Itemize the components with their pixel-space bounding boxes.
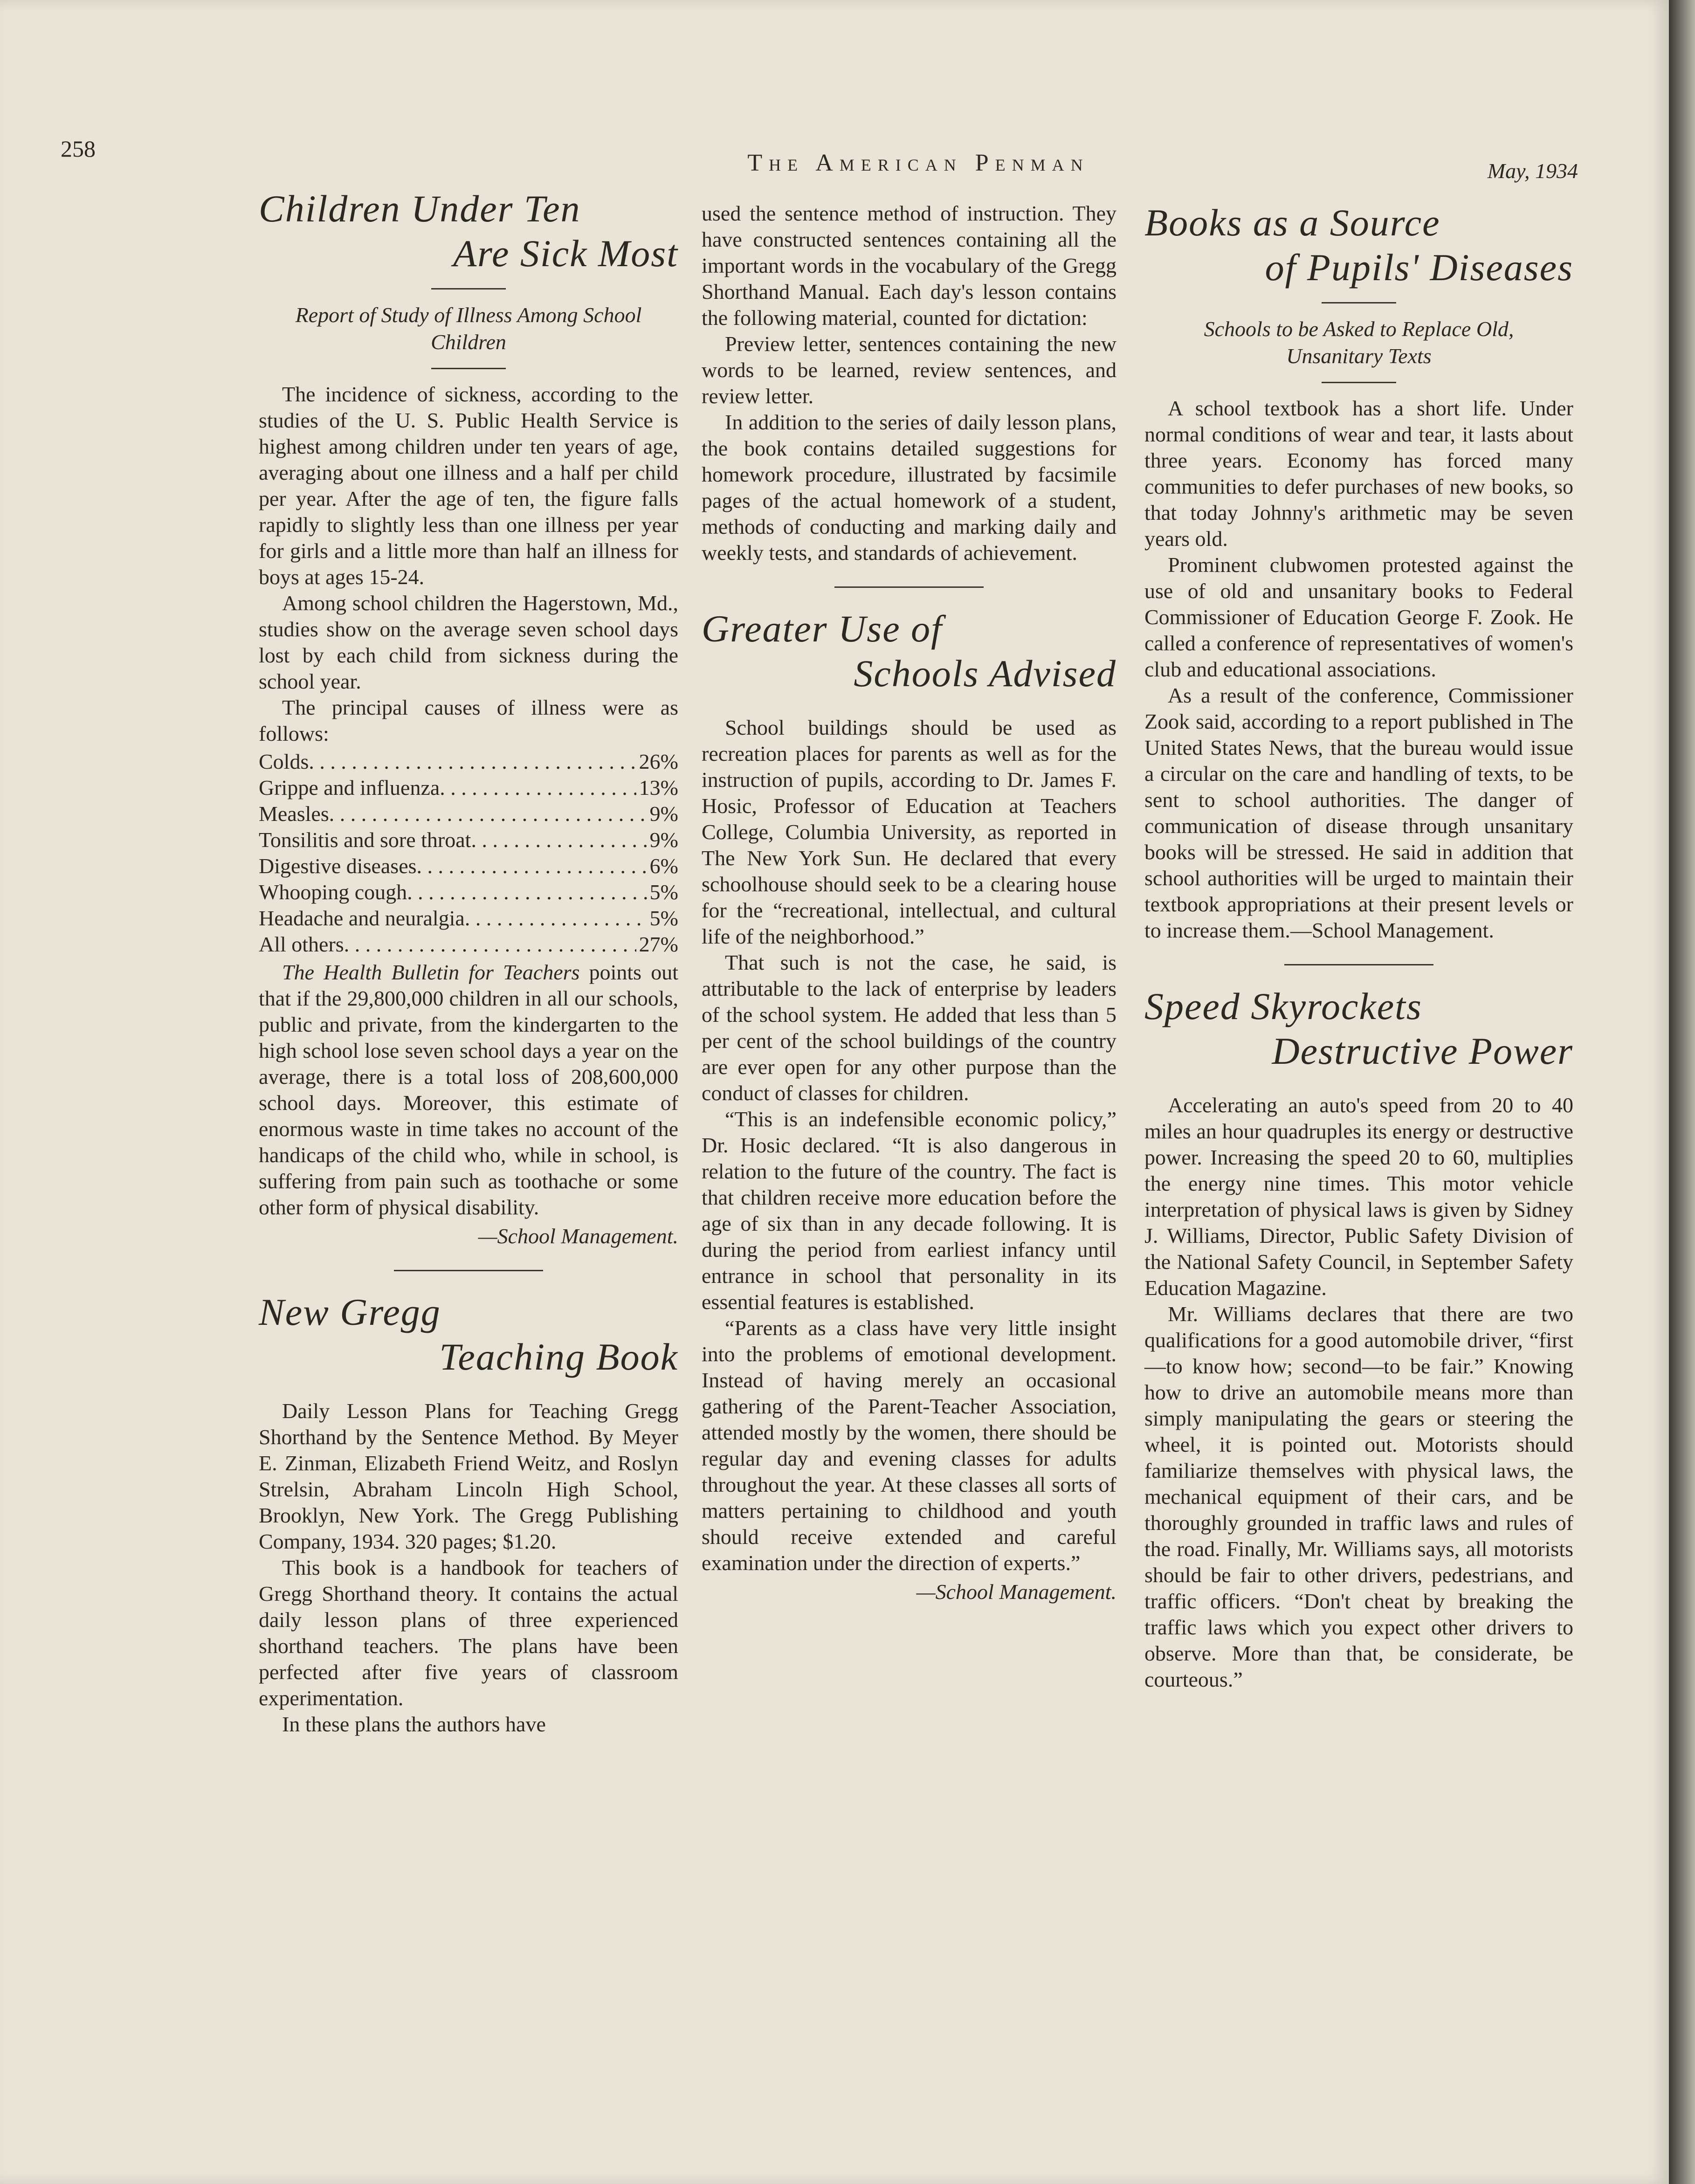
- article-title-speed: [1144, 984, 1573, 1074]
- paragraph: As a result of the conference, Commissioner Zook said, according to a report published in The United States News, that the bureau would issue a circular on the care and handling of texts, to be sent to school authorities. The danger of communication of disease through unsanitary books will be stressed. He said in addition that school authorities will be urged to maintain their textbook appropriations at their present levels or to increase them.—School Management.: [1144, 683, 1573, 942]
- cause-row: Digestive diseases . . . 6%: [259, 853, 678, 879]
- citation: —School Management.: [478, 1224, 678, 1248]
- paragraph: The Health Bulletin for Teachers points out that if the 29,800,000 children in all our schools, public and private, from the kindergarten to the high school lose seven school days a year on the average, there is a total loss of 208,600,000 school days. Moreover, this estimate of enormous waste in time takes no account of the handicaps of the child who, while in school, is suffering from pain such as toothache or some other form of physical disability.: [259, 960, 678, 1219]
- divider: [394, 1270, 543, 1271]
- cause-row: Measles . . . 9%: [259, 801, 678, 827]
- divider: [1322, 382, 1396, 383]
- page-edge: [1669, 0, 1695, 2184]
- illness-causes-list: [259, 749, 678, 958]
- title-line: Destructive Power: [1272, 1030, 1573, 1072]
- title-line: Are Sick Most: [453, 232, 678, 275]
- article-title-gregg: [259, 1290, 678, 1379]
- paragraph: Prominent clubwomen protested against the use of old and unsanitary books to Federal Commissioner of Education George F. Zook. He called a conference of representatives of women's club and educational associations.: [1144, 553, 1573, 681]
- divider: [1284, 964, 1433, 965]
- paragraph: In these plans the authors have: [282, 1712, 546, 1736]
- divider: [834, 586, 984, 588]
- title-line: Schools Advised: [854, 652, 1116, 695]
- citation: —School Management.: [916, 1580, 1116, 1604]
- title-line: of Pupils' Diseases: [1265, 246, 1573, 289]
- cause-row: Headache and neuralgia . . . 5%: [259, 905, 678, 931]
- divider: [1322, 302, 1396, 303]
- title-line: Books as a Source: [1144, 201, 1440, 244]
- paragraph: Preview letter, sentences containing the new words to be learned, review sentences, and review letter.: [702, 332, 1116, 408]
- title-line: Teaching Book: [439, 1336, 678, 1378]
- title-line: Speed Skyrockets: [1144, 985, 1422, 1027]
- paragraph: “Parents as a class have very little insight into the problems of emotional development. Instead of having merely an occasional gathering of the Parent-Teacher Association, attended mostly by the women, there should be regular day and evening classes for adults throughout the year. At these classes all sorts of matters pertaining to childhood and youth should receive extended and careful examination under the direction of experts.”: [702, 1316, 1116, 1575]
- cause-row: Grippe and influenza . . . 13%: [259, 775, 678, 801]
- divider: [431, 288, 506, 289]
- paragraph: used the sentence method of instruction. They have constructed sentences containing all the important words in the vocabulary of the Gregg Shorthand Manual. Each day's lesson contains the following material, counted for dictation:: [702, 201, 1116, 330]
- paragraph: In addition to the series of daily lesson plans, the book contains detailed suggestions for homework procedure, illustrated by facsimile pages of the actual homework of a student, methods of conducting and marking daily and weekly tests, and standards of achievement.: [702, 410, 1116, 565]
- column-right: [1144, 200, 1573, 1693]
- paragraph: This book is a handbook for teachers of Gregg Shorthand theory. It contains the actual daily lesson plans of three experienced shorthand teachers. The plans have been perfected after five years of classroom experimentation.: [259, 1556, 678, 1710]
- divider: [431, 368, 506, 369]
- article-title-children: [259, 186, 678, 276]
- article-subtitle: Schools to be Asked to Replace Old, Unsanitary Texts: [1204, 317, 1514, 368]
- page-number: 258: [61, 136, 96, 162]
- title-line: Children Under Ten: [259, 187, 581, 230]
- article-title-books: [1144, 200, 1573, 290]
- magazine-title: The American Penman: [747, 150, 1089, 176]
- title-line: Greater Use of: [702, 607, 943, 650]
- cause-row: All others . . . 27%: [259, 931, 678, 958]
- paragraph: That such is not the case, he said, is attributable to the lack of enterprise by leaders of the school system. He added that less than 5 per cent of the school buildings of the country are ever open for any other purpose than the conduct of classes for children.: [702, 951, 1116, 1105]
- paragraph: Daily Lesson Plans for Teaching Gregg Shorthand by the Sentence Method. By Meyer E. Zinman, Elizabeth Friend Weitz, and Roslyn Strelsin, Abraham Lincoln High School, Brooklyn, New York. The Gregg Publishing Company, 1934. 320 pages; $1.20.: [259, 1399, 678, 1553]
- paragraph: Mr. Williams declares that there are two qualifications for a good automobile driver, “first—to know how; second—to be fair.” Knowing how to drive an automobile means more than simply manipulating the gears or steering the wheel, it is pointed out. Motorists should familiarize themselves with physical laws, the mechanical equipment of their cars, and be thoroughly grounded in traffic laws and rules of the road. Finally, Mr. Williams says, all motorists should be fair to other drivers, pedestrians, and traffic officers. “Don't cheat by breaking the traffic laws which you expect other drivers to observe. More than that, be considerate, be courteous.”: [1144, 1302, 1573, 1691]
- paragraph: Accelerating an auto's speed from 20 to 40 miles an hour quadruples its energy or destructive power. Increasing the speed 20 to 60, multiplies the energy nine times. This motor vehicle interpretation of physical laws is given by Sidney J. Williams, Director, Public Safety Division of the National Safety Council, in September Safety Education Magazine.: [1144, 1093, 1573, 1300]
- paragraph: School buildings should be used as recreation places for parents as well as for the instruction of pupils, according to Dr. James F. Hosic, Professor of Education at Teachers College, Columbia University, as reported in The New York Sun. He declared that every schoolhouse should seek to be a clearing house for the “recreational, intellectual, and cultural life of the neighborhood.”: [702, 716, 1116, 948]
- column-middle: [702, 200, 1116, 1605]
- page-header: [259, 135, 1578, 182]
- cause-row: Colds . . . 26%: [259, 749, 678, 775]
- paragraph: “This is an indefensible economic policy,” Dr. Hosic declared. “It is also dangerous in relation to the future of the country. The fact is that children receive more education before the age of six than in any decade following. It is during the period from earliest infancy until entrance in school that personality in its essential features is established.: [702, 1107, 1116, 1314]
- paragraph: Among school children the Hagerstown, Md., studies show on the average seven school days lost by each child from sickness during the school year.: [259, 591, 678, 693]
- cause-row: Whooping cough . . . 5%: [259, 879, 678, 905]
- paragraph: The incidence of sickness, according to the studies of the U. S. Public Health Service is highest among children under ten years of age, averaging about one illness and a half per child per year. After the age of ten, the figure falls rapidly to slightly less than one illness per year for girls and a little more than half an illness for boys at ages 15-24.: [259, 382, 678, 589]
- issue-date: May, 1934: [1487, 159, 1578, 183]
- article-subtitle: Report of Study of Illness Among School Children: [295, 303, 642, 354]
- paragraph: A school textbook has a short life. Under normal conditions of wear and tear, it lasts about three years. Economy has forced many communities to defer purchases of new books, so that today Johnny's arithmetic may be seven years old.: [1144, 396, 1573, 551]
- article-title-schools: [702, 606, 1116, 696]
- paragraph: The principal causes of illness were as follows:: [259, 696, 678, 745]
- title-line: New Gregg: [259, 1291, 441, 1333]
- column-left: [259, 186, 678, 1737]
- cause-row: Tonsilitis and sore throat . . . 9%: [259, 827, 678, 853]
